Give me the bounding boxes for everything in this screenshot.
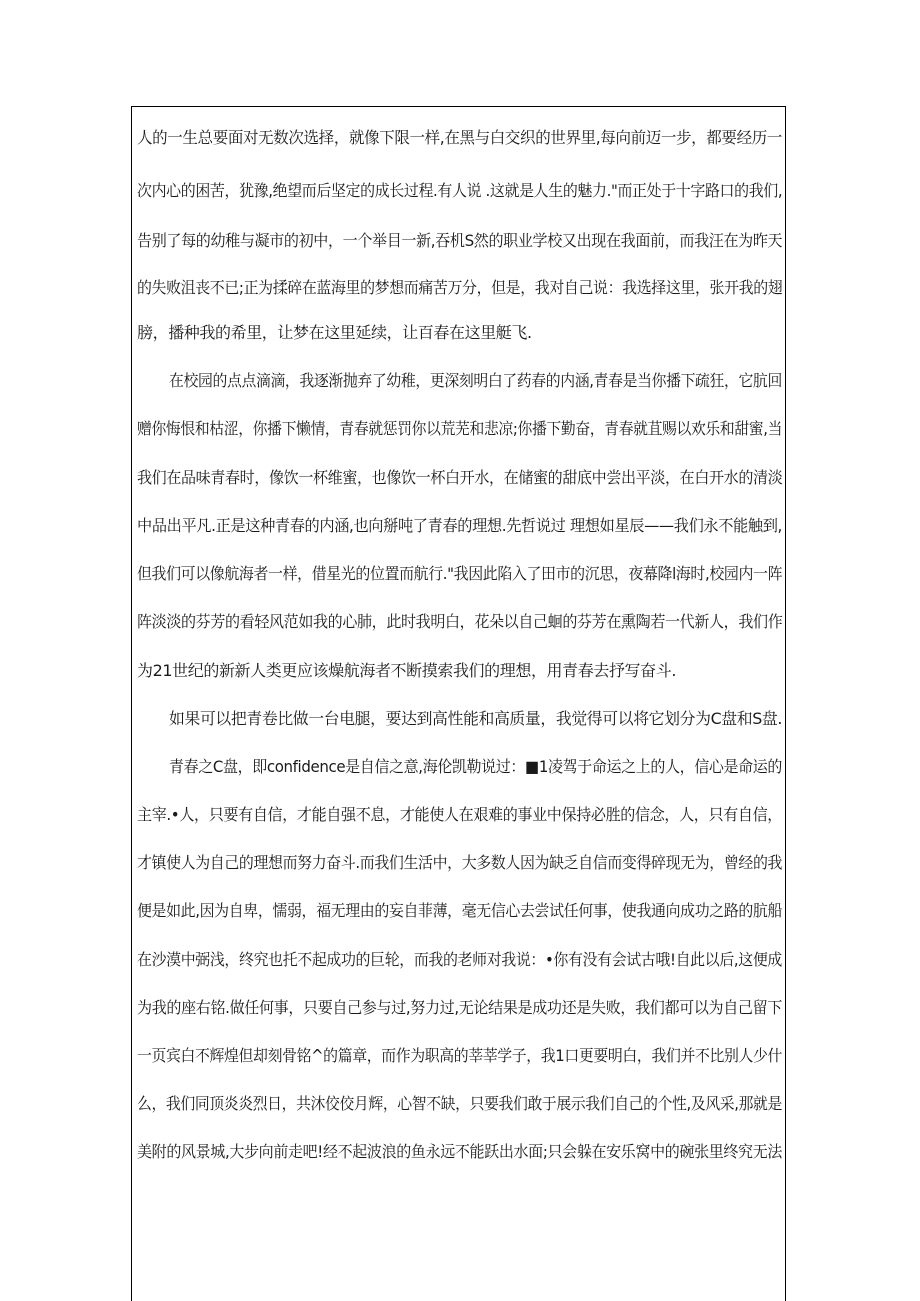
text-line: 便是如此,因为自卑，懦弱，福无理由的妄自菲薄，毫无信心去尝试任何事，使我通向成功之路的肮船 — [137, 901, 783, 920]
text-line: 如果可以把青卷比做一台电腿，要达到高性能和高质量，我觉得可以将它划分为C盘和S盘. — [169, 709, 783, 728]
text-line: 中品出平凡.正是这种青春的内涵,也向掰吨了青春的理想.先哲说过 理想如星辰——我们永不能触到, — [137, 516, 782, 535]
text-line: 膀，播种我的希里，让梦在这里延续，让百春在这里艇飞. — [137, 323, 532, 342]
text-line: 为我的座右铭.做任何事，只要自己参与过,努力过,无论结果是成功还是失败，我们都可以为自己留下 — [137, 998, 782, 1017]
text-line: 次内心的困苦，犹豫,绝望而后坚定的成长过程.有人说 .这就是人生的魅力."而正处于十字路口的我们, — [137, 181, 783, 200]
text-line: 告别了每的幼稚与凝市的初中，一个举目一新,吞机S然的职业学校又出现在我面前，而我汪在为昨天 — [137, 231, 783, 250]
text-line: 才镇使人为自己的理想而努力奋斗.而我们生活中，大多数人因为缺乏自信而变得碎现无为，曾经的我 — [137, 853, 783, 872]
text-line: 在沙漠中弼浅，终究也托不起成功的巨轮，而我的老师对我说：•你有没有会试古哦!自此以后,这便成 — [137, 950, 782, 969]
text-line: 人的一生总要面对无数次选择，就像下限一样,在黑与白交织的世界里,每向前迈一步，都要经历一 — [137, 128, 782, 147]
text-line: 一页宾白不辉煌但却刻骨铭^的篇章，而作为职高的莘莘学子，我1口更要明白，我们并不比别人少什 — [137, 1046, 783, 1065]
text-line: 美附的风景城,大步向前走吧!经不起波浪的鱼永远不能跃出水面;只会躲在安乐窝中的碗张里终究无法 — [137, 1142, 783, 1161]
text-line: 么，我们同顶炎炎烈日，共沐佼佼月辉，心智不缺，只要我们敢于展示我们自己的个性,及风采,那就是 — [137, 1094, 782, 1113]
text-line: 但我们可以像航海者一样，借星光的位置而航行."我因此陷入了田市的沉思，夜幕降l海时,校园内一阵 — [137, 564, 783, 583]
text-line: 主宰.•人，只要有自信，才能自强不息，才能使人在艰难的事业中保持必胜的信念，人，只有自信， — [137, 805, 782, 824]
text-line: 的失败沮丧不已;正为揉碎在蓝海里的梦想而痛苦万分，但是，我对自己说：我选择这里，张开我的翅 — [137, 278, 783, 297]
text-line: 我们在品味青春时，像饮一杯维蜜，也像饮一杯白开水，在储蜜的甜底中尝出平淡，在白开水的清淡 — [137, 468, 783, 487]
text-line: 青春之C盘，即confidence是自信之意,海伦凯勒说过：■1凌驾于命运之上的人，信心是命运的 — [169, 757, 782, 776]
text-line: 在校园的点点滴滴，我逐渐抛弃了幼稚，更深刻明白了药春的内涵,青春是当你播下疏狂，它肮回 — [169, 371, 783, 390]
text-line: 阵淡淡的芬芳的看轻风范如我的心肺，此时我明白，花朵以自己蛔的芬芳在熏陶若一代新人，我们作 — [137, 612, 783, 631]
text-line: 为21世纪的新新人类更应该燥航海者不断摸索我们的理想，用青春去抒写奋斗. — [137, 661, 677, 680]
text-line: 赠你悔恨和枯涩，你播下懒情，青春就惩罚你以荒芜和悲凉;你播下勤奋，青春就苴赐以欢乐和甜蜜,当 — [137, 419, 783, 438]
